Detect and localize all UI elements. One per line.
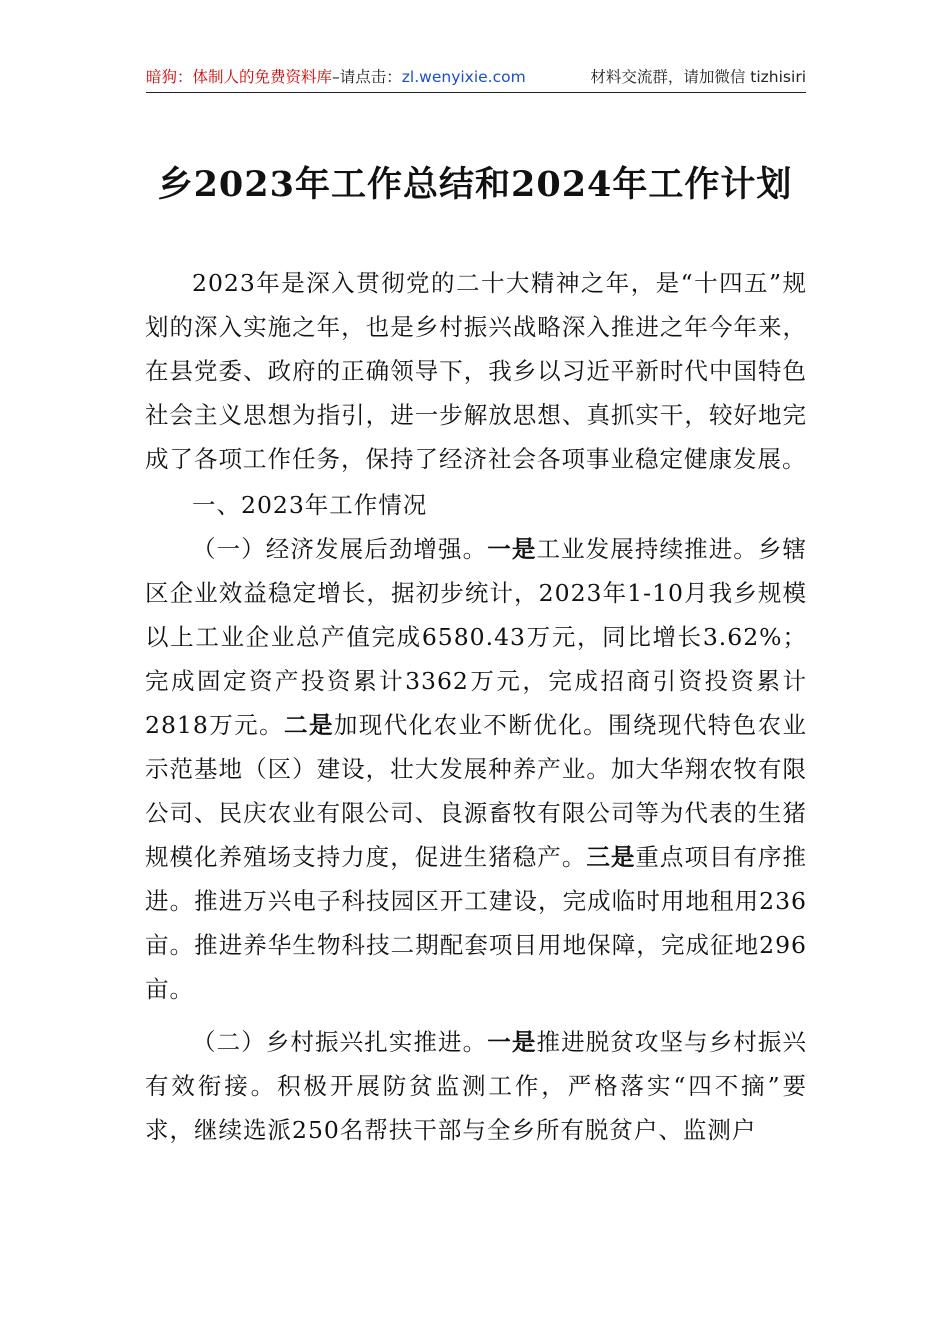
paragraph-lead: （二）乡村振兴扎实推进。 [192, 1028, 488, 1056]
page-header [146, 62, 806, 93]
header-wechat-group: 材料交流群，请加微信 tizhisiri [590, 68, 806, 86]
section-heading-1: 一、2023年工作情况 [192, 491, 428, 519]
document-title: 乡2023年工作总结和2024年工作计划 [157, 164, 793, 205]
intro-paragraph: 2023年是深入贯彻党的二十大精神之年，是“十四五”规划的深入实施之年，也是乡村振兴战略深入推进之年今年来，在县党委、政府的正确领导下，我乡以习近平新时代中国特色社会主义思想为指引，进一步解放思想、真抓实干，较好地完成了各项工作任务，保持了经济社会各项事业稳定健康发展。 [145, 269, 807, 473]
point-marker: 一是 [487, 1028, 537, 1056]
point-marker: 一是 [487, 535, 537, 563]
paragraph-rural [145, 1020, 807, 1152]
document-body [145, 261, 807, 1152]
point-text: 推进脱贫攻坚与乡村振兴有效衔接。积极开展防贫监测工作，严格落实“四不摘”要求，继续选派250名帮扶干部与全乡所有脱贫户、监测户 [145, 1028, 808, 1144]
header-click-text: –请点击： [332, 68, 402, 86]
point-text: 重点项目有序推进。推进万兴电子科技园区开工建设，完成临时用地租用236亩。推进养华生物科技二期配套项目用地保障，完成征地296亩。 [145, 843, 808, 1003]
point-marker: 三是 [586, 843, 636, 871]
point-marker: 二是 [284, 711, 334, 739]
paragraph-lead: （一）经济发展后劲增强。 [192, 535, 488, 563]
header-brand: 暗狗：体制人的免费资料库 [146, 68, 333, 86]
paragraph-economy [145, 527, 807, 1011]
point-text: 工业发展持续推进。乡辖区企业效益稳定增长，据初步统计，2023年1-10月我乡规模以上工业企业总产值完成6580.43万元，同比增长3.62%；完成固定资产投资累计3362万元，完成招商引资投资累计2818万元。 [145, 535, 808, 739]
header-link[interactable]: zl.wenyixie.com [401, 68, 526, 86]
point-text: 加现代化农业不断优化。围绕现代特色农业示范基地（区）建设，壮大发展种养产业。加大华翔农牧有限公司、民庆农业有限公司、良源畜牧有限公司等为代表的生猪规模化养殖场支持力度，促进生猪稳产。 [145, 711, 808, 871]
